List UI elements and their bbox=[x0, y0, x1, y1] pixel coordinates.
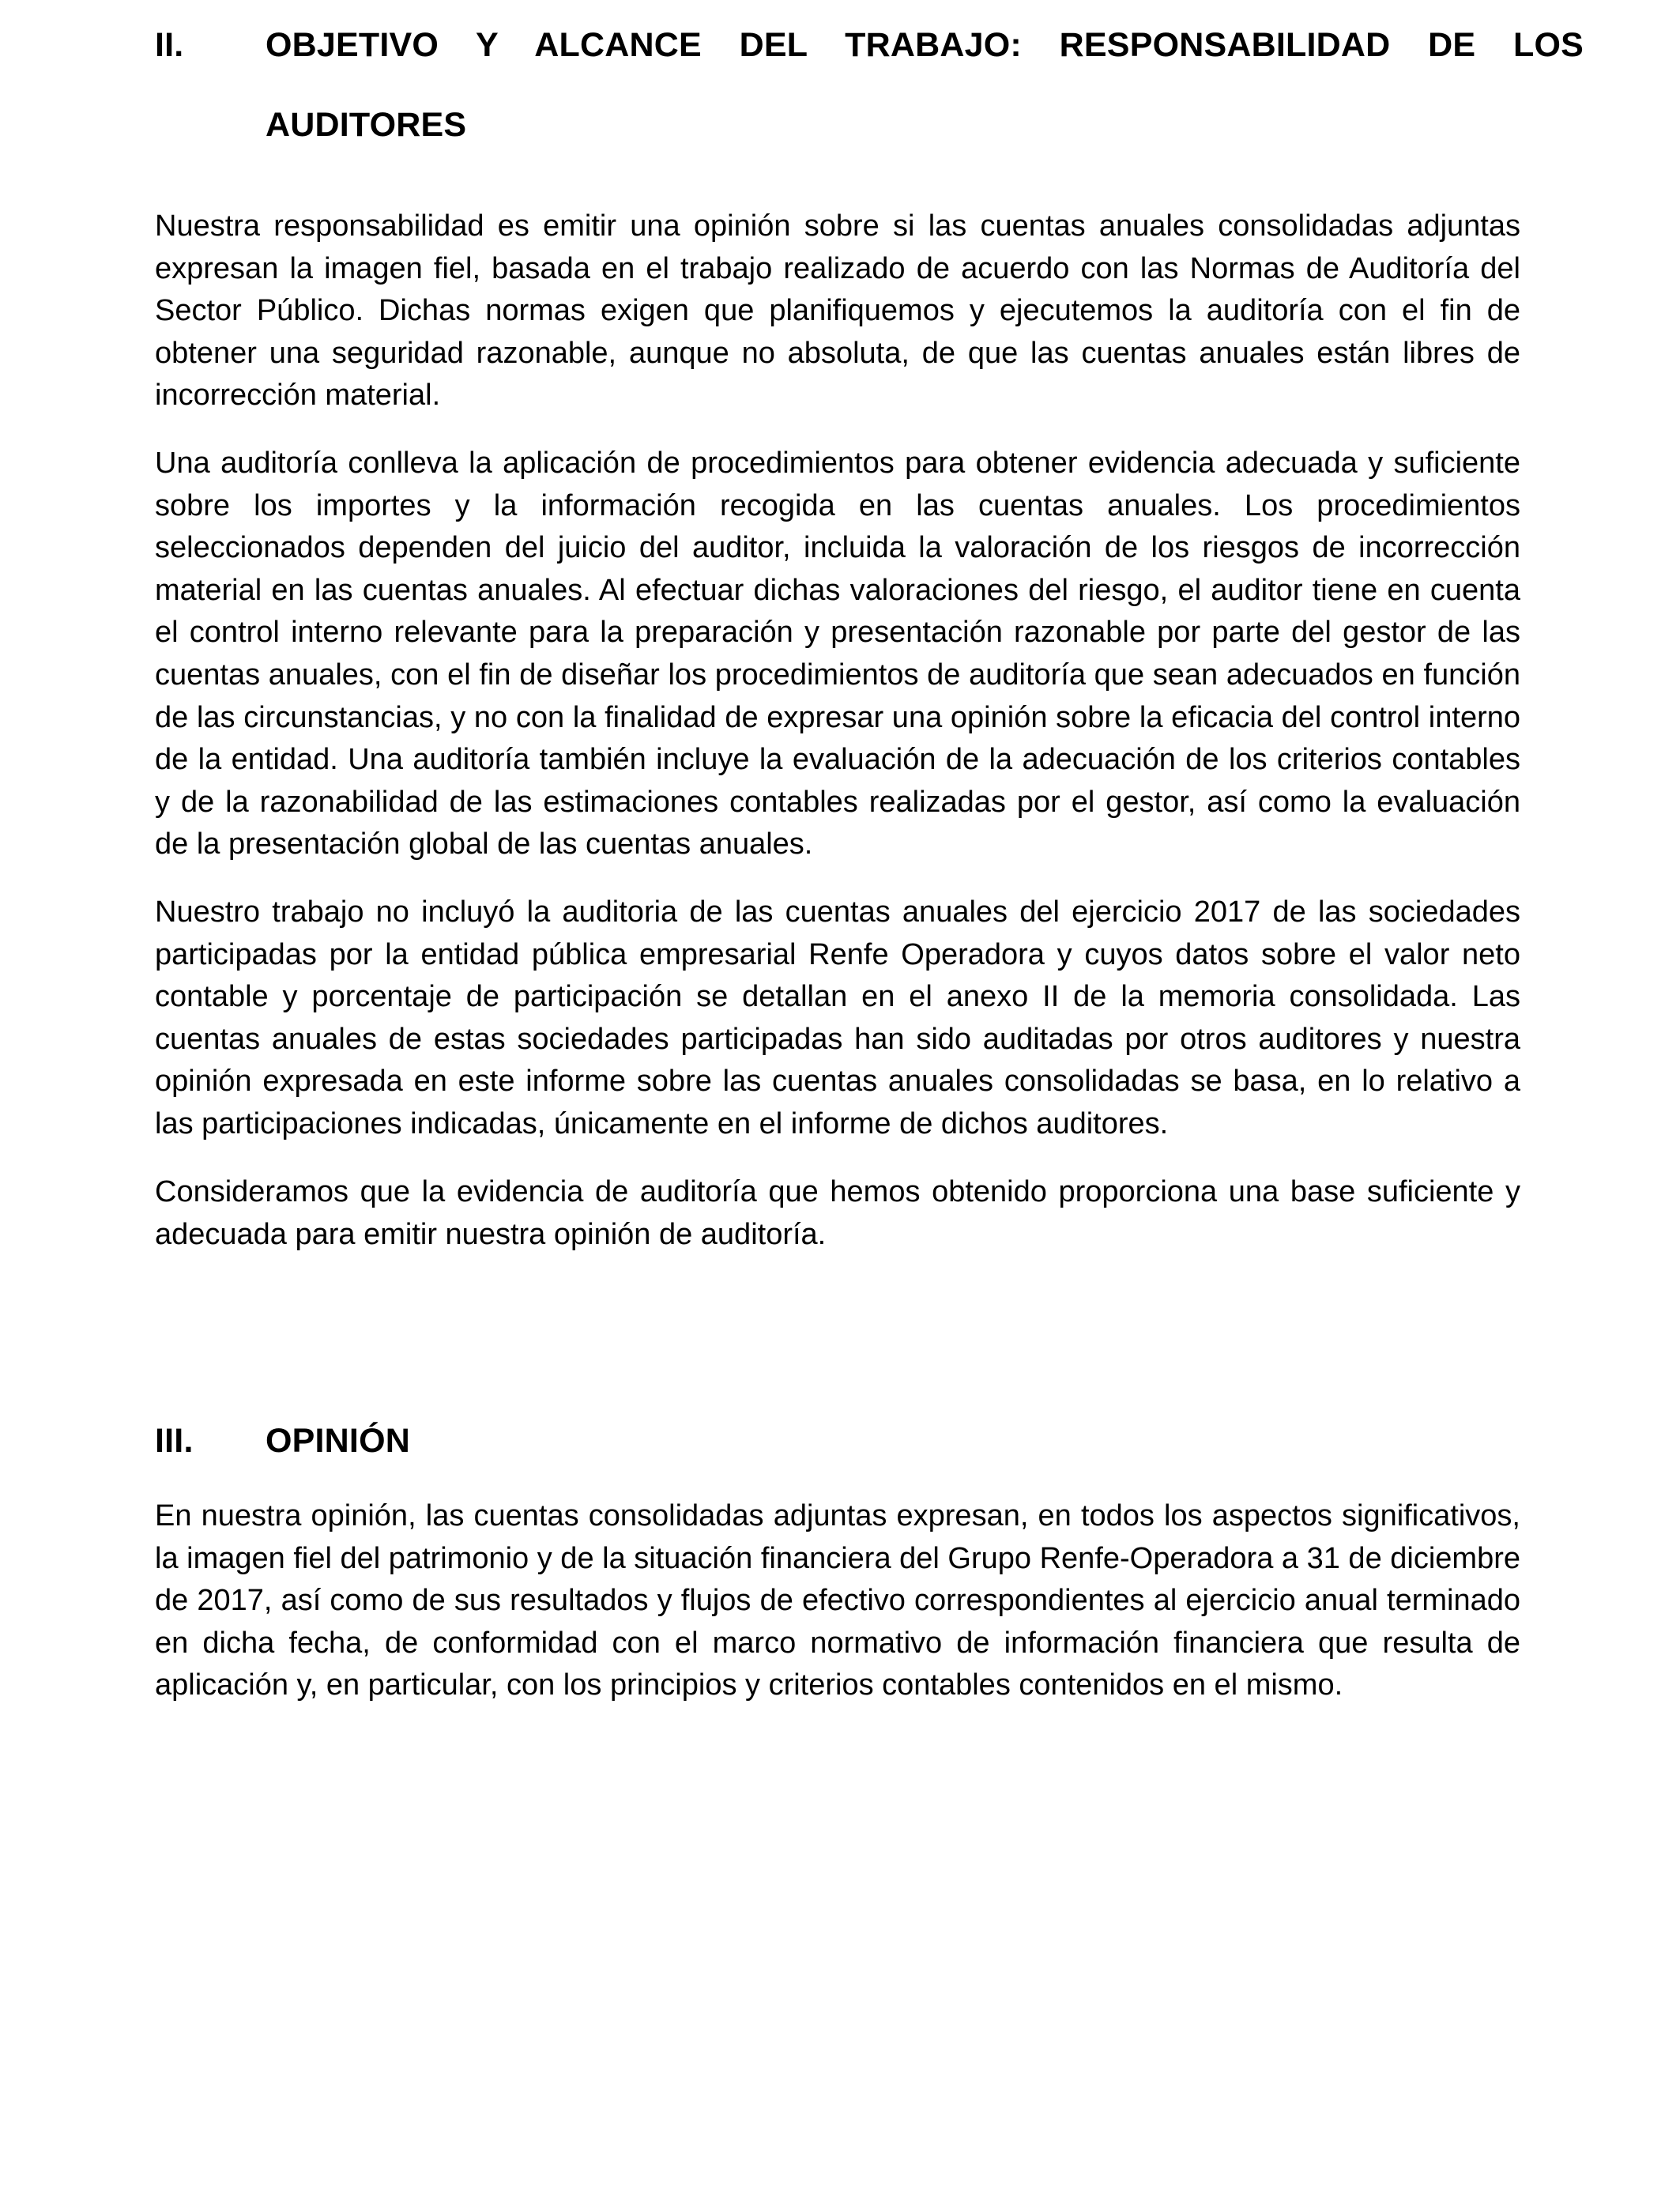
section-2-paragraph-3: Nuestro trabajo no incluyó la auditoria de las cuentas anuales del ejercicio 2017 de las sociedades participadas por la entidad pública empresarial Renfe Operadora y cuyos datos sobre el valor neto contable y porcentaje de participación se detallan en el anexo II de la memoria consolidada. Las cuentas anuales de estas sociedades participadas han sido auditadas por otros auditores y nuestra opinión expresada en este informe sobre las cuentas anuales consolidadas se basa, en lo relativo a las participaciones indicadas, únicamente en el informe de dichos auditores. bbox=[155, 895, 1520, 1140]
section-2-paragraph-1: Nuestra responsabilidad es emitir una opinión sobre si las cuentas anuales consolidadas adjuntas expresan la imagen fiel, basada en el trabajo realizado de acuerdo con las Normas de Auditoría del Sector Público. Dichas normas exigen que planifiquemos y ejecutemos la auditoría con el fin de obtener una seguridad razonable, aunque no absoluta, de que las cuentas anuales están libres de incorrección material. bbox=[155, 209, 1520, 413]
section-2-title-line2: AUDITORES bbox=[266, 106, 467, 144]
section-3-number: III. bbox=[155, 1422, 194, 1460]
section-2-number: II. bbox=[155, 26, 184, 64]
section-2-title-line1: OBJETIVO Y ALCANCE DEL TRABAJO: RESPONSABILIDAD DE LOS bbox=[266, 26, 1584, 64]
section-3-title: OPINIÓN bbox=[266, 1422, 410, 1460]
section-2-paragraph-2: Una auditoría conlleva la aplicación de procedimientos para obtener evidencia adecuada y suficiente sobre los importes y la información recogida en las cuentas anuales. Los procedimientos seleccionados dependen del juicio del auditor, incluida la valoración de los riesgos de incorrección material en las cuentas anuales. Al efectuar dichas valoraciones del riesgo, el auditor tiene en cuenta el control interno relevante para la preparación y presentación razonable por parte del gestor de las cuentas anuales, con el fin de diseñar los procedimientos de auditoría que sean adecuados en función de las circunstancias, y no con la finalidad de expresar una opinión sobre la eficacia del control interno de la entidad. Una auditoría también incluye la evaluación de la adecuación de los criterios contables y de la razonabilidad de las estimaciones contables realizadas por el gestor, así como la evaluación de la presentación global de las cuentas anuales. bbox=[155, 447, 1520, 861]
section-2-paragraph-4: Consideramos que la evidencia de auditoría que hemos obtenido proporciona una base suficiente y adecuada para emitir nuestra opinión de auditoría. bbox=[155, 1175, 1520, 1251]
section-3-paragraph: En nuestra opinión, las cuentas consolidadas adjuntas expresan, en todos los aspectos significativos, la imagen fiel del patrimonio y de la situación financiera del Grupo Renfe-Operadora a 31 de diciembre de 2017, así como de sus resultados y flujos de efectivo correspondientes al ejercicio anual terminado en dicha fecha, de conformidad con el marco normativo de información financiera que resulta de aplicación y, en particular, con los principios y criterios contables contenidos en el mismo. bbox=[155, 1499, 1520, 1702]
